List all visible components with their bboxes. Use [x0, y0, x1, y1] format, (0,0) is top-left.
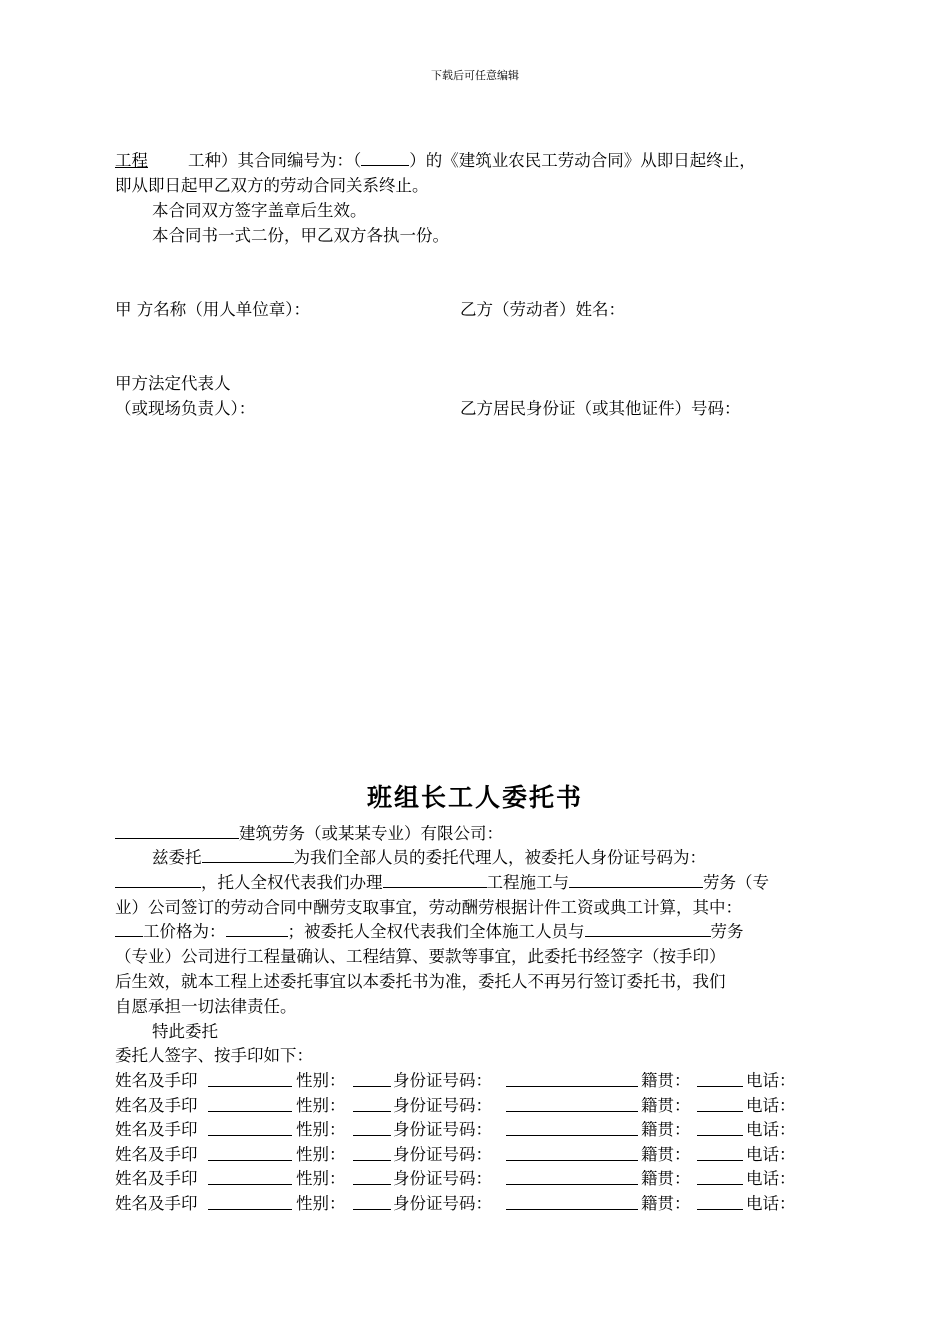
letter-line-2: 兹委托 为我们全部人员的委托代理人，被委托人身份证号码为：	[152, 848, 706, 867]
letter-line-5: 工价格为： ；被委托人全权代表我们全体施工人员与 劳务	[115, 921, 744, 943]
origin-blank[interactable]	[697, 1097, 743, 1112]
gender-label: 性别：	[296, 1194, 346, 1213]
gender-label: 性别：	[296, 1095, 346, 1115]
party-a-name-label: 甲 方名称（用人单位章）：	[115, 300, 310, 319]
letter-line-7: 后生效，就本工程上述委托事宜以本委托书为准，委托人不再另行签订委托书，我们	[115, 972, 726, 991]
phone-label: 电话：	[746, 1144, 796, 1164]
origin-label: 籍贯：	[641, 1095, 691, 1115]
gender-label: 性别：	[296, 1120, 346, 1140]
origin-label: 籍贯：	[641, 1194, 691, 1213]
id-label: 身份证号码：	[393, 1169, 492, 1189]
company-blank[interactable]	[115, 824, 239, 839]
name-blank[interactable]	[208, 1146, 292, 1161]
contract-line-2: 即从即日起甲乙双方的劳动合同关系终止。	[115, 176, 429, 195]
name-blank[interactable]	[208, 1121, 292, 1136]
letter-title: 班组长工人委托书	[366, 783, 583, 812]
letter-line-3: ，托人全权代表我们办理 工程施工与 劳务（专	[115, 872, 769, 894]
agent-name-blank[interactable]	[202, 848, 294, 863]
letter-line-9: 特此委托	[152, 1022, 218, 1041]
id-label: 身份证号码：	[393, 1194, 492, 1213]
id-blank[interactable]	[506, 1170, 638, 1185]
gender-blank[interactable]	[353, 1121, 391, 1136]
price-blank[interactable]	[226, 922, 288, 937]
project-label: 工程	[115, 151, 148, 170]
labor-company-blank[interactable]	[569, 873, 703, 888]
id-blank[interactable]	[506, 1146, 638, 1161]
gender-label: 性别：	[296, 1169, 346, 1189]
id-blank[interactable]	[506, 1121, 638, 1136]
name-blank[interactable]	[208, 1195, 292, 1210]
signature-row	[115, 1070, 815, 1092]
contract-line-4: 本合同书一式二份，甲乙双方各执一份。	[152, 226, 449, 245]
origin-blank[interactable]	[697, 1195, 743, 1210]
gender-blank[interactable]	[353, 1146, 391, 1161]
id-blank[interactable]	[506, 1097, 638, 1112]
name-label: 姓名及手印	[115, 1194, 198, 1213]
gender-label: 性别：	[296, 1144, 346, 1164]
origin-blank[interactable]	[697, 1146, 743, 1161]
name-label: 姓名及手印	[115, 1095, 198, 1115]
party-b-name-label: 乙方（劳动者）姓名：	[460, 300, 625, 319]
phone-label: 电话：	[746, 1194, 796, 1213]
letter-line-6: （专业）公司进行工程量确认、工程结算、要款等事宜，此委托书经签字（按手印）	[115, 947, 726, 966]
letter-line-4: 业）公司签订的劳动合同中酬劳支取事宜，劳动酬劳根据计件工资或典工计算，其中：	[115, 898, 742, 917]
page-header: 下载后可任意编辑	[431, 69, 519, 82]
letter-line-1: 建筑劳务（或某某专业）有限公司：	[115, 823, 503, 845]
letter-line-8: 自愿承担一切法律责任。	[115, 997, 297, 1016]
name-blank[interactable]	[208, 1170, 292, 1185]
party-b-id-label: 乙方居民身份证（或其他证件）号码：	[460, 399, 741, 418]
phone-label: 电话：	[746, 1071, 796, 1090]
signature-row	[115, 1095, 815, 1117]
contract-number-blank[interactable]	[361, 151, 409, 166]
party-a-rep-label: 甲方法定代表人	[115, 374, 231, 393]
id-label: 身份证号码：	[393, 1071, 492, 1090]
origin-label: 籍贯：	[641, 1144, 691, 1164]
letter-line-10: 委托人签字、按手印如下：	[115, 1046, 313, 1065]
phone-label: 电话：	[746, 1095, 796, 1115]
signature-row	[115, 1168, 815, 1190]
origin-label: 籍贯：	[641, 1169, 691, 1189]
id-label: 身份证号码：	[393, 1095, 492, 1115]
name-blank[interactable]	[208, 1097, 292, 1112]
name-label: 姓名及手印	[115, 1169, 198, 1189]
name-label: 姓名及手印	[115, 1120, 198, 1140]
origin-label: 籍贯：	[641, 1120, 691, 1140]
party-a-rep-alt-label: （或现场负责人）：	[115, 399, 256, 418]
project-blank[interactable]	[383, 873, 487, 888]
contract-line-1: 工程 工种）其合同编号为：（ ）的《建筑业农民工劳动合同》从即日起终止，	[115, 151, 756, 170]
gender-blank[interactable]	[353, 1195, 391, 1210]
work-type-blank[interactable]	[115, 922, 143, 937]
signature-row	[115, 1144, 815, 1166]
origin-blank[interactable]	[697, 1072, 743, 1087]
contract-line-3: 本合同双方签字盖章后生效。	[152, 201, 367, 220]
gender-blank[interactable]	[353, 1097, 391, 1112]
id-blank[interactable]	[506, 1072, 638, 1087]
gender-blank[interactable]	[353, 1072, 391, 1087]
name-blank[interactable]	[208, 1072, 292, 1087]
counterparty-blank[interactable]	[585, 922, 711, 937]
phone-label: 电话：	[746, 1120, 796, 1140]
signature-row	[115, 1193, 815, 1215]
id-label: 身份证号码：	[393, 1144, 492, 1164]
signature-row	[115, 1119, 815, 1141]
gender-label: 性别：	[296, 1071, 346, 1090]
agent-id-blank[interactable]	[115, 873, 201, 888]
id-blank[interactable]	[506, 1195, 638, 1210]
phone-label: 电话：	[746, 1169, 796, 1189]
id-label: 身份证号码：	[393, 1120, 492, 1140]
gender-blank[interactable]	[353, 1170, 391, 1185]
name-label: 姓名及手印	[115, 1144, 198, 1164]
origin-blank[interactable]	[697, 1121, 743, 1136]
origin-blank[interactable]	[697, 1170, 743, 1185]
name-label: 姓名及手印	[115, 1071, 198, 1090]
origin-label: 籍贯：	[641, 1071, 691, 1090]
